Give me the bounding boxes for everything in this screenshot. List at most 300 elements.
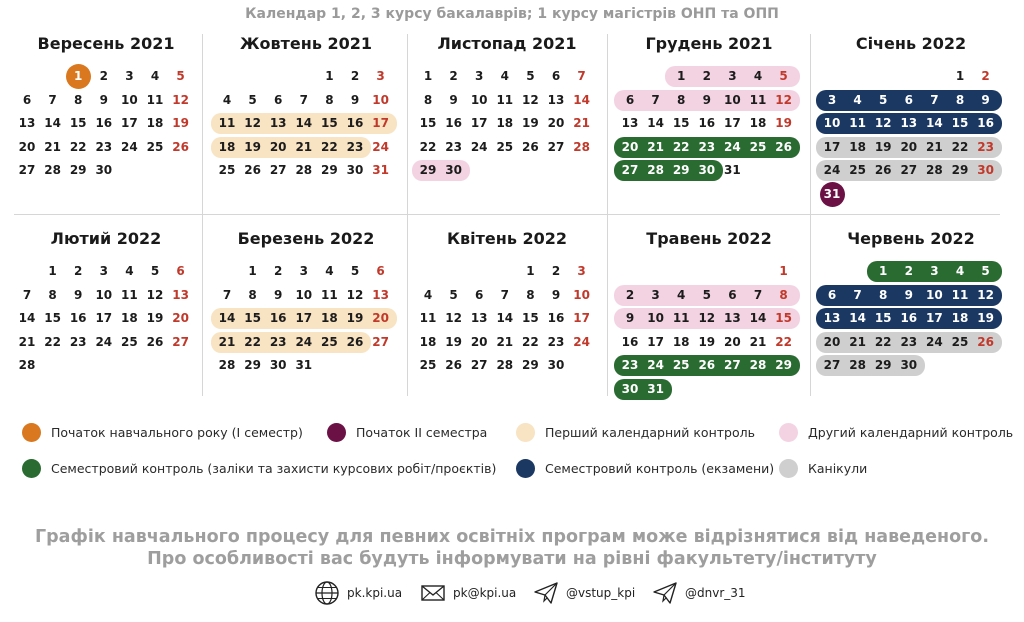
calendar-day: 21 xyxy=(647,139,664,154)
legend-label: Перший календарний контроль xyxy=(545,425,755,440)
calendar-day: 24 xyxy=(372,139,389,154)
calendar-day: 15 xyxy=(419,116,437,130)
calendar-day: 28 xyxy=(44,163,61,177)
calendar-day: 11 xyxy=(672,311,690,325)
calendar-day: 10 xyxy=(372,92,389,107)
calendar-day: 21 xyxy=(18,334,36,349)
calendar-day: 21 xyxy=(926,139,943,154)
legend-label: Канікули xyxy=(808,461,868,476)
calendar-day: 6 xyxy=(22,92,32,107)
calendar-day: 19 xyxy=(346,311,364,325)
calendar-day: 31 xyxy=(295,358,313,372)
calendar-day: 7 xyxy=(577,69,586,83)
calendar-day: 26 xyxy=(977,334,994,349)
calendar-day: 7 xyxy=(753,287,763,302)
calendar-day: 24 xyxy=(823,163,841,177)
calendar-day: 9 xyxy=(904,287,913,302)
calendar-day: 19 xyxy=(775,116,792,130)
calendar-day: 13 xyxy=(18,116,36,130)
calendar-day: 8 xyxy=(248,287,257,302)
calendar-day: 21 xyxy=(749,334,767,349)
calendar-day: 20 xyxy=(172,311,189,325)
calendar-day: 15 xyxy=(69,116,87,130)
calendar-day: 20 xyxy=(269,139,287,154)
calendar-day: 5 xyxy=(779,69,788,83)
calendar-day: 18 xyxy=(749,116,767,130)
calendar-day: 7 xyxy=(48,92,57,107)
calendar-day: 19 xyxy=(977,311,994,325)
calendar-day: 16 xyxy=(269,311,287,325)
calendar-day: 24 xyxy=(121,139,138,154)
calendar-day: 15 xyxy=(44,311,61,325)
calendar-day: 12 xyxy=(977,287,994,302)
calendar-day: 27 xyxy=(269,163,287,177)
note-line: Про особливості вас будуть інформувати на рівні факультету/інституту xyxy=(147,549,877,569)
calendar-day: 19 xyxy=(522,116,539,130)
calendar-day: 24 xyxy=(647,358,664,372)
calendar-day: 10 xyxy=(295,287,313,302)
legend-label: Початок ІІ семестра xyxy=(356,425,488,440)
calendar-day: 24 xyxy=(926,334,943,349)
calendar-day: 21 xyxy=(295,139,313,154)
calendar-day: 29 xyxy=(69,163,87,177)
calendar-day: 22 xyxy=(321,139,338,154)
calendar-day: 19 xyxy=(698,334,716,349)
calendar-day: 20 xyxy=(900,139,918,154)
calendar-day: 30 xyxy=(621,381,639,396)
calendar-day: 23 xyxy=(547,334,565,349)
calendar-day: 6 xyxy=(176,264,185,278)
calendar-day: 9 xyxy=(350,92,360,107)
calendar-day: 4 xyxy=(677,287,686,302)
legend-label: Семестровий контроль (заліки та захисти курсових робіт/проєктів) xyxy=(51,461,497,476)
calendar-day: 11 xyxy=(749,92,767,107)
legend-swatch xyxy=(779,423,798,442)
calendar-day: 17 xyxy=(573,311,590,325)
calendar-day: 1 xyxy=(677,69,686,83)
calendar-day: 18 xyxy=(121,311,138,325)
calendar-day: 16 xyxy=(346,116,364,130)
calendar-day: 25 xyxy=(951,334,969,349)
calendar-day: 14 xyxy=(926,116,943,130)
legend xyxy=(0,415,1024,495)
calendar-day: 15 xyxy=(321,116,338,130)
calendar-day: 26 xyxy=(522,139,539,154)
calendar-day: 27 xyxy=(18,163,36,177)
calendar-day: 4 xyxy=(125,264,134,278)
calendar-day: 27 xyxy=(621,163,639,177)
calendar-day: 8 xyxy=(325,92,334,107)
month-days xyxy=(405,64,609,214)
calendar-day: 1 xyxy=(74,69,83,83)
calendar-day: 9 xyxy=(74,287,83,302)
calendar-day: 14 xyxy=(573,92,590,107)
calendar-day: 3 xyxy=(827,92,837,107)
calendar-day: 30 xyxy=(445,163,462,177)
calendar-day: 5 xyxy=(449,287,458,302)
calendar-day: 25 xyxy=(749,139,767,154)
calendar-day: 17 xyxy=(95,311,113,325)
calendar-day: 6 xyxy=(625,92,635,107)
calendar-day: 1 xyxy=(325,69,334,83)
calendar-day: 15 xyxy=(522,311,539,325)
calendar-day: 26 xyxy=(445,358,462,372)
legend-item-exams xyxy=(516,459,774,478)
calendar-day: 3 xyxy=(930,264,939,278)
calendar-day: 9 xyxy=(274,287,283,302)
calendar-day: 5 xyxy=(176,69,185,83)
calendar-day: 15 xyxy=(951,116,969,130)
calendar-day: 17 xyxy=(121,116,138,130)
calendar-day: 31 xyxy=(823,186,841,201)
calendar-day: 13 xyxy=(823,311,841,325)
calendar-day: 20 xyxy=(547,116,565,130)
calendar-day: 3 xyxy=(577,264,586,278)
calendar-day: 28 xyxy=(496,358,514,372)
calendar-day: 18 xyxy=(951,311,969,325)
month-title: Червень 2022 xyxy=(847,229,975,248)
calendar-day: 7 xyxy=(930,92,939,107)
calendar-day: 26 xyxy=(775,139,792,154)
calendar-day: 24 xyxy=(295,334,313,349)
calendar-day: 23 xyxy=(346,139,364,154)
calendar-day: 22 xyxy=(244,334,261,349)
contact-website-link[interactable] xyxy=(314,580,402,606)
calendar-day: 25 xyxy=(321,334,338,349)
calendar-day: 11 xyxy=(496,92,514,107)
legend-item-holidays xyxy=(779,459,867,478)
calendar-day: 24 xyxy=(724,139,741,154)
calendar-day: 13 xyxy=(172,287,189,302)
contact-telegram-vstup-link[interactable] xyxy=(533,580,635,606)
calendar-day: 29 xyxy=(321,163,338,177)
calendar-day: 9 xyxy=(702,92,711,107)
paper-plane-icon xyxy=(652,580,678,606)
calendar-day: 1 xyxy=(779,264,788,278)
month-title: Січень 2022 xyxy=(855,34,967,53)
calendar-day: 16 xyxy=(621,334,639,349)
calendar-day: 19 xyxy=(874,139,892,154)
calendar-day: 25 xyxy=(849,163,866,177)
calendar-day: 15 xyxy=(874,311,892,325)
calendar-day: 14 xyxy=(647,116,664,130)
calendar-day: 16 xyxy=(977,116,994,130)
calendar-day: 9 xyxy=(449,92,458,107)
legend-item-second-control xyxy=(779,423,1013,442)
calendar-day: 22 xyxy=(69,139,87,154)
calendar-day: 26 xyxy=(698,358,716,372)
calendar-day: 3 xyxy=(376,69,385,83)
calendar-day: 6 xyxy=(904,92,913,107)
calendar-day: 27 xyxy=(900,163,918,177)
envelope-icon xyxy=(420,580,446,606)
month-days xyxy=(4,259,208,409)
calendar-day: 27 xyxy=(172,334,189,349)
calendar-day: 14 xyxy=(218,311,236,325)
contact-text: @dnvr_31 xyxy=(685,586,746,600)
month-days xyxy=(204,64,408,214)
calendar-day: 16 xyxy=(698,116,716,130)
calendar-day: 12 xyxy=(172,92,189,107)
calendar-day: 25 xyxy=(218,163,236,177)
calendar-day: 3 xyxy=(651,287,660,302)
calendar-day: 13 xyxy=(724,311,741,325)
calendar-day: 17 xyxy=(823,139,841,154)
calendar-day: 8 xyxy=(779,287,788,302)
calendar-day: 4 xyxy=(753,69,763,83)
calendar-day: 10 xyxy=(926,287,943,302)
calendar-day: 19 xyxy=(146,311,164,325)
calendar-day: 28 xyxy=(18,358,36,372)
calendar-day: 31 xyxy=(647,381,664,396)
calendar-day: 26 xyxy=(146,334,164,349)
calendar-day: 25 xyxy=(672,358,690,372)
calendar-day: 5 xyxy=(248,92,257,107)
calendar-day: 18 xyxy=(672,334,690,349)
calendar-day: 1 xyxy=(879,264,888,278)
calendar-day: 22 xyxy=(419,139,437,154)
calendar-day: 10 xyxy=(724,92,741,107)
note-line: Графік навчального процесу для певних освітніх програм може відрізнятися від наведеного. xyxy=(35,527,989,547)
legend-swatch xyxy=(516,459,535,478)
calendar-day: 14 xyxy=(496,311,514,325)
calendar-day: 2 xyxy=(904,264,913,278)
month-title: Лютий 2022 xyxy=(50,229,162,248)
calendar-day: 7 xyxy=(22,287,32,302)
calendar-day: 29 xyxy=(951,163,969,177)
contact-text: pk@kpi.ua xyxy=(453,586,517,600)
month-title: Грудень 2021 xyxy=(645,34,773,53)
calendar-day: 22 xyxy=(874,334,892,349)
calendar-day: 10 xyxy=(573,287,590,302)
calendar-day: 8 xyxy=(677,92,686,107)
calendar-day: 5 xyxy=(150,264,160,278)
calendar-day: 20 xyxy=(724,334,741,349)
calendar-day: 20 xyxy=(470,334,488,349)
calendar-day: 23 xyxy=(269,334,287,349)
calendar-day: 17 xyxy=(295,311,313,325)
calendar-day: 6 xyxy=(728,287,737,302)
calendar-day: 10 xyxy=(823,116,841,130)
calendar-day: 22 xyxy=(775,334,792,349)
calendar-day: 30 xyxy=(547,358,565,372)
calendar-day: 14 xyxy=(295,116,313,130)
calendar-day: 6 xyxy=(475,287,484,302)
calendar-day: 28 xyxy=(926,163,943,177)
calendar-day: 8 xyxy=(526,287,535,302)
calendar-day: 9 xyxy=(625,311,635,325)
month-days xyxy=(607,259,811,409)
calendar-day: 18 xyxy=(218,139,236,154)
legend-item-credits xyxy=(22,459,496,478)
calendar-day: 3 xyxy=(125,69,134,83)
calendar-day: 20 xyxy=(621,139,639,154)
legend-swatch xyxy=(22,459,41,478)
calendar-day: 24 xyxy=(573,334,590,349)
calendar-day: 1 xyxy=(423,69,433,83)
calendar-day: 23 xyxy=(977,139,994,154)
calendar-day: 24 xyxy=(95,334,113,349)
calendar-day: 25 xyxy=(121,334,138,349)
calendar-day: 21 xyxy=(496,334,514,349)
calendar-day: 14 xyxy=(44,116,61,130)
calendar-day: 23 xyxy=(900,334,918,349)
legend-label: Семестровий контроль (екзамени) xyxy=(545,461,775,476)
calendar-day: 15 xyxy=(775,311,792,325)
calendar-day: 3 xyxy=(299,264,308,278)
calendar-day: 22 xyxy=(672,139,690,154)
calendar-day: 1 xyxy=(248,264,257,278)
calendar-day: 29 xyxy=(244,358,261,372)
calendar-day: 4 xyxy=(500,69,509,83)
calendar-day: 4 xyxy=(325,264,334,278)
calendar-day: 6 xyxy=(376,264,385,278)
contact-email-link[interactable] xyxy=(420,580,516,606)
calendar-day: 11 xyxy=(218,116,236,130)
calendar-day: 12 xyxy=(146,287,164,302)
calendar-day: 26 xyxy=(244,163,261,177)
month-days xyxy=(809,259,1013,409)
calendar-day: 15 xyxy=(672,116,690,130)
legend-item-start-semester-2 xyxy=(327,423,487,442)
calendar-day: 3 xyxy=(99,264,108,278)
calendar-day: 21 xyxy=(44,139,61,154)
calendar-day: 6 xyxy=(827,287,837,302)
calendar-day: 26 xyxy=(346,334,364,349)
calendar-day: 9 xyxy=(981,92,990,107)
month-days xyxy=(809,64,1013,214)
calendar-day: 30 xyxy=(900,358,918,372)
calendar-day: 20 xyxy=(823,334,841,349)
calendar-day: 6 xyxy=(551,69,561,83)
calendar-day: 8 xyxy=(423,92,433,107)
calendar-day: 4 xyxy=(423,287,433,302)
calendar-day: 11 xyxy=(321,287,338,302)
calendar-day: 17 xyxy=(647,334,664,349)
legend-swatch xyxy=(327,423,346,442)
calendar-day: 2 xyxy=(449,69,458,83)
month-title: Квітень 2022 xyxy=(446,229,568,248)
calendar-day: 26 xyxy=(172,139,189,154)
calendar-day: 3 xyxy=(728,69,737,83)
month-title: Листопад 2021 xyxy=(437,34,577,53)
contact-telegram-dnvr-link[interactable] xyxy=(652,580,746,606)
calendar-day: 17 xyxy=(372,116,389,130)
calendar-day: 25 xyxy=(146,139,164,154)
calendar-day: 12 xyxy=(346,287,364,302)
calendar-day: 21 xyxy=(849,334,866,349)
calendar-day: 5 xyxy=(350,264,360,278)
calendar-day: 27 xyxy=(470,358,488,372)
calendar-day: 16 xyxy=(547,311,565,325)
calendar-day: 5 xyxy=(702,287,711,302)
calendar-day: 5 xyxy=(981,264,990,278)
calendar-day: 25 xyxy=(496,139,514,154)
calendar-day: 10 xyxy=(95,287,113,302)
legend-swatch xyxy=(22,423,41,442)
calendar-day: 28 xyxy=(218,358,236,372)
row-divider xyxy=(14,214,1000,215)
calendar-day: 8 xyxy=(74,92,83,107)
calendar-day: 13 xyxy=(900,116,918,130)
calendar-day: 9 xyxy=(551,287,561,302)
calendar-day: 4 xyxy=(955,264,965,278)
calendar-day: 7 xyxy=(222,287,232,302)
calendar-day: 2 xyxy=(981,69,990,83)
calendar-day: 11 xyxy=(849,116,866,130)
month-title: Вересень 2021 xyxy=(37,34,175,53)
calendar-day: 4 xyxy=(150,69,160,83)
calendar-day: 5 xyxy=(879,92,888,107)
calendar-day: 21 xyxy=(573,116,590,130)
contacts-bar xyxy=(0,580,1024,608)
month-days xyxy=(607,64,811,214)
calendar-day: 23 xyxy=(445,139,462,154)
calendar-day: 6 xyxy=(274,92,283,107)
calendar-day: 26 xyxy=(874,163,892,177)
legend-item-start-year xyxy=(22,423,303,442)
calendar-day: 17 xyxy=(724,116,741,130)
calendar-day: 29 xyxy=(775,358,792,372)
calendar-day: 2 xyxy=(625,287,635,302)
calendar-day: 22 xyxy=(951,139,969,154)
calendar-day: 18 xyxy=(496,116,514,130)
calendar-day: 23 xyxy=(69,334,87,349)
calendar-day: 22 xyxy=(44,334,61,349)
calendar-day: 8 xyxy=(879,287,888,302)
calendar-day: 13 xyxy=(621,116,639,130)
calendar-day: 18 xyxy=(419,334,437,349)
calendar-day: 3 xyxy=(475,69,484,83)
calendar-day: 16 xyxy=(69,311,87,325)
contact-text: pk.kpi.ua xyxy=(347,586,403,600)
calendar-day: 21 xyxy=(218,334,236,349)
calendar-day: 17 xyxy=(926,311,943,325)
calendar-day: 12 xyxy=(775,92,792,107)
calendar-day: 23 xyxy=(621,358,639,372)
legend-swatch xyxy=(779,459,798,478)
calendar-day: 30 xyxy=(346,163,364,177)
calendar-day: 1 xyxy=(526,264,535,278)
calendar-day: 1 xyxy=(955,69,965,83)
calendar-day: 10 xyxy=(121,92,138,107)
calendar-day: 31 xyxy=(372,163,389,177)
calendar-day: 12 xyxy=(445,311,462,325)
legend-label: Початок навчального року (І семестр) xyxy=(51,425,303,440)
calendar-day: 14 xyxy=(18,311,36,325)
month-days xyxy=(204,259,408,409)
calendar-day: 12 xyxy=(874,116,892,130)
calendar-day: 8 xyxy=(955,92,965,107)
calendar-day: 29 xyxy=(874,358,892,372)
month-days xyxy=(405,259,609,409)
calendar-day: 2 xyxy=(350,69,360,83)
calendar-day: 29 xyxy=(419,163,437,177)
calendar-day: 12 xyxy=(522,92,539,107)
month-title: Травень 2022 xyxy=(646,229,772,248)
calendar-day: 14 xyxy=(749,311,767,325)
schedule-note xyxy=(0,526,1024,570)
calendar-day: 30 xyxy=(698,163,716,177)
calendar-day: 27 xyxy=(547,139,565,154)
calendar-day: 11 xyxy=(951,287,969,302)
calendar-day: 28 xyxy=(749,358,767,372)
calendar-day: 25 xyxy=(419,358,437,372)
calendar-day: 11 xyxy=(121,287,138,302)
calendar-day: 22 xyxy=(522,334,539,349)
calendar-day: 18 xyxy=(849,139,866,154)
calendar-day: 12 xyxy=(698,311,716,325)
